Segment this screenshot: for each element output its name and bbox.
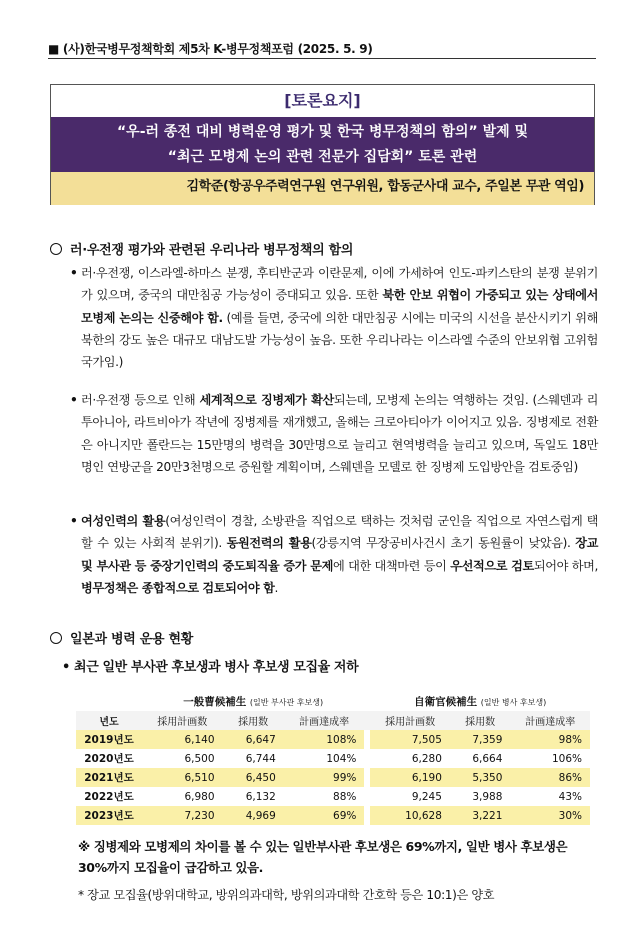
table-group-header [76,692,590,711]
table-cell: 104% [326,752,357,765]
bullet-dot-icon: • [70,266,78,280]
table-cell: 6,450 [245,771,276,784]
col-header: 計画達成率 [284,711,365,730]
table-cell-year: 2019년도 [84,734,134,746]
table-cell: 7,359 [472,733,503,746]
summary-box [50,84,595,205]
group2-name: 自衛官候補生 [414,696,478,708]
table-row [76,806,590,825]
table-cell: 6,280 [411,752,442,765]
b2-bold1: 세계적으로 징병제가 확산 [199,393,334,407]
table-row [76,749,590,768]
b3-text3: 에 대한 대책마련 등이 [332,558,451,573]
group2-header [370,692,590,711]
header-rule [48,58,596,59]
table-cell: 30% [558,809,582,822]
b2-text2: 되는데, 모병제 논의는 역행하는 것임. (스웨덴과 리투아니아, 라트비아가 작년에 징병제를 재개했고, 올해는 크로아티아가 이어지고 있음. 징병제로 전환은 아니지만 폴란드는 15만명의 병력을 30만명으로 늘리고 현역병력을 늘리고 있으며, 독일도 18만명인 연방군을 20만3천명으로 증원할 계획이며, 스웨덴을 모델로 한 징병제 도입방안을 검토중임) [81,393,598,474]
table-cell: 6,140 [184,733,215,746]
box-title: [토론요지] [284,91,361,110]
b1-bold1: 북한 안보 위협이 가중되고 있는 상태에서 모병제 논의는 신중해야 함. [81,288,598,325]
table-cell: 108% [326,733,357,746]
table-row [76,768,590,787]
table-cell: 6,744 [245,752,276,765]
group1-name: 一般曹候補生 [183,696,247,708]
section2-subhead: • 최근 일반 부사관 후보생과 병사 후보생 모집율 저하 [62,660,359,675]
b3-text4: 되어야 하며, [533,558,598,573]
table-column-header [76,711,590,730]
b2-text1: 러·우전쟁 등으로 인해 [81,393,200,407]
table-cell: 88% [333,790,357,803]
table-cell: 6,647 [245,733,276,746]
b3-bold5: 병무정책은 종합적으로 검토되어야 함 [81,580,275,595]
table-cell: 7,230 [184,809,215,822]
b3-text2: (강릉지역 무장공비사건시 초기 동원률이 낮았음). [311,536,576,551]
b1-text2: (예를 들면, 중국에 의한 대만침공 시에는 미국의 시선을 분산시키기 위해 북한의 강도 높은 대규모 대남도발 가능성이 높음. 또한 우리나라는 이스라엘 수준의 안보위협 고위험국가임.) [81,310,598,370]
section1-heading [50,239,353,258]
col-header: 採用計画数 [370,711,450,730]
table-cell: 6,980 [184,790,215,803]
table-cell: 99% [333,771,357,784]
table-row [76,787,590,806]
table-cell: 5,350 [472,771,503,784]
bullet-dot-icon: • [70,393,78,407]
circle-bullet-icon [50,243,62,255]
page-header: ■ (사)한국병무정책학회 제5차 K-병무정책포럼 (2025. 5. 9) [48,42,373,56]
circle-bullet-icon [50,632,62,644]
table-cell: 6,132 [245,790,276,803]
section1-bullet1 [70,262,598,373]
group1-header [142,692,364,711]
section2-heading [50,628,193,647]
table-cell-year: 2020년도 [84,753,134,765]
section2-title: 일본과 병력 운용 현황 [70,632,193,647]
table-cell: 106% [551,752,582,765]
table-cell: 3,988 [472,790,503,803]
section1-bullet2 [70,389,598,478]
table-row [76,730,590,749]
b3-bold4: 우선적으로 검토 [450,558,534,573]
table-cell-year: 2022년도 [84,791,134,803]
table-cell: 6,510 [184,771,215,784]
box-author: 김학준(항공우주력연구원 연구위원, 합동군사대 교수, 주일본 무관 역임) [51,172,594,205]
table-cell: 69% [333,809,357,822]
col-header-year: 년도 [76,711,142,730]
col-header: 採用数 [450,711,511,730]
table-body [76,730,590,825]
section1-bullet3 [70,510,598,599]
b3-bold3: 장교 및 부사관 등 중장기인력의 중도퇴직율 증가 문제 [81,536,598,573]
box-subtitle [51,117,594,172]
table-cell: 6,664 [472,752,503,765]
table-cell: 4,969 [245,809,276,822]
bullet-dot-icon: • [70,514,78,528]
recruitment-table [76,692,590,825]
table-cell: 86% [558,771,582,784]
b3-text5: . [274,580,278,595]
box-subtitle-line1: “우-러 종전 대비 병력운영 평가 및 한국 병무정책의 함의” 발제 및 [116,124,529,140]
group1-note: (일반 부사관 후보생) [249,698,324,707]
col-header: 採用計画数 [142,711,223,730]
box-subtitle-line2: “최근 모병제 논의 관련 전문가 집담회” 토론 관련 [167,149,478,165]
note-2: * 장교 모집율(방위대학교, 방위의과대학, 방위의과대학 간호학 등은 10:1)은 양호 [78,888,495,902]
table-cell: 3,221 [472,809,503,822]
b3-bold2: 동원전력의 활용 [226,536,312,551]
b1-text1: 러·우전쟁, 이스라엘-하마스 분쟁, 후티반군과 이란문제, 이에 가세하여 인도-파키스탄의 분쟁 분위기가 있으며, 중국의 대만침공 가능성이 증대되고 있음. 또한 [81,266,598,303]
table-cell-year: 2023년도 [84,810,134,822]
section1-title: 러·우전쟁 평가와 관련된 우리나라 병무정책의 함의 [70,243,354,258]
table-cell: 9,245 [411,790,442,803]
group2-note: (일반 병사 후보생) [480,698,547,707]
note-1: ※ 징병제와 모병제의 차이를 볼 수 있는 일반부사관 후보생은 69%까지, 일반 병사 후보생은 30%까지 모집율이 급감하고 있음. [78,839,568,875]
table-cell: 7,505 [411,733,442,746]
table-cell: 43% [558,790,582,803]
subhead-text: 최근 일반 부사관 후보생과 병사 후보생 모집율 저하 [74,660,359,675]
b3-text1: (여성인력이 경찰, 소방관을 직업으로 택하는 것처럼 군인을 직업으로 자연스럽게 택할 수 있는 사회적 분위기). [81,514,598,551]
table-cell: 6,190 [411,771,442,784]
b3-bold1: 여성인력의 활용 [81,514,166,528]
table-cell: 6,500 [184,752,215,765]
table-cell-year: 2021년도 [84,772,134,784]
table-cell: 98% [558,733,582,746]
col-header: 採用数 [223,711,284,730]
col-header: 計画達成率 [510,711,590,730]
table-cell: 10,628 [405,809,442,822]
